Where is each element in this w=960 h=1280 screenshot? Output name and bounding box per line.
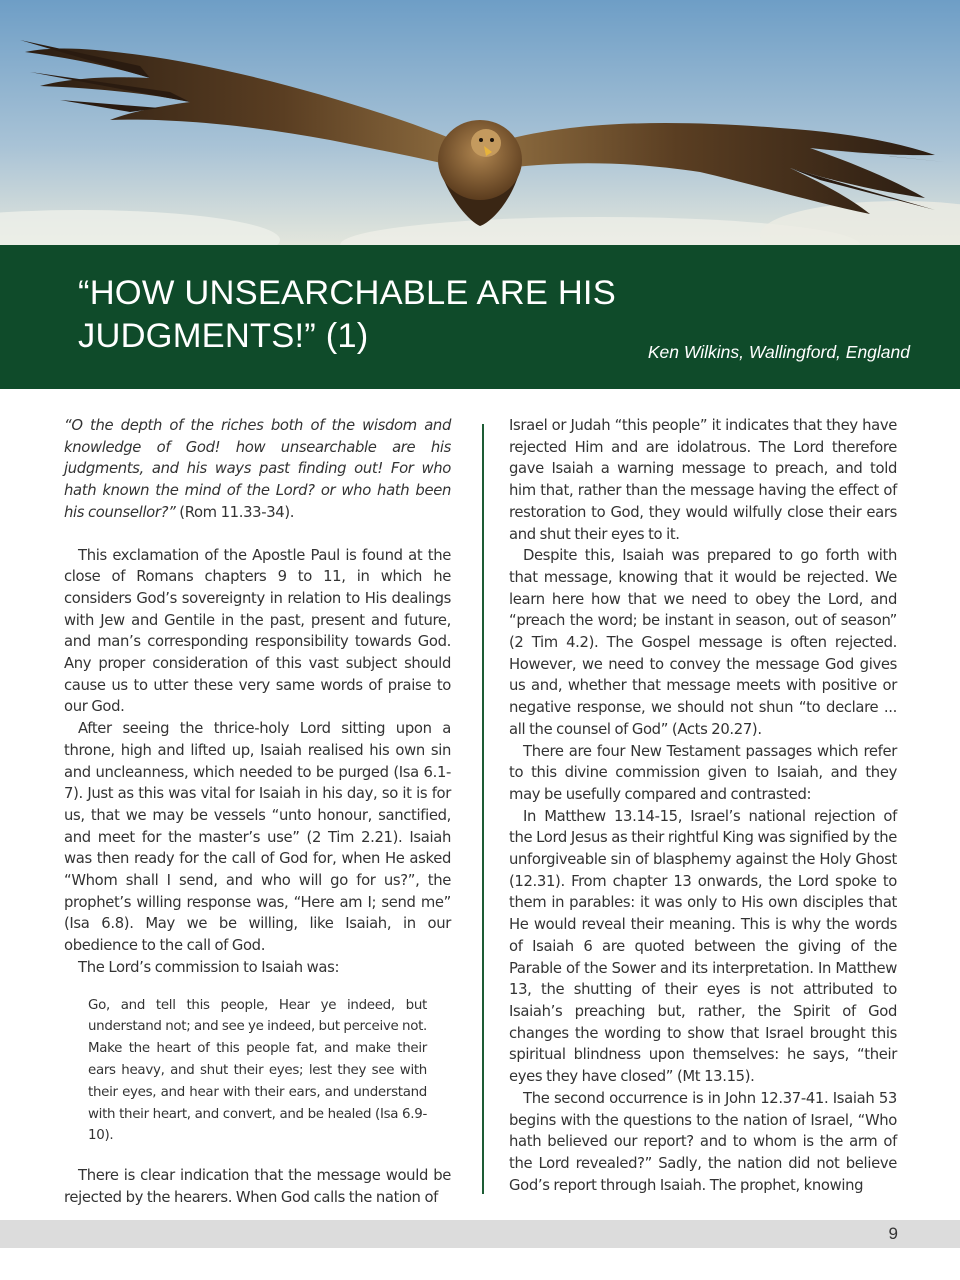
page-number: 9 bbox=[888, 1224, 898, 1243]
paragraph: The second occurrence is in John 12.37-41. Isaiah 53 begins with the questions to the nation of Israel, “Who hath believed our report? and to whom is the arm of the Lord revealed?” Sadly, the nation did not believe God’s report through Isaiah. The prophet, knowing bbox=[509, 1089, 897, 1194]
article-author: Ken Wilkins, Wallingford, England bbox=[647, 342, 910, 362]
block-quote: Go, and tell this people, Hear ye indeed, but understand not; and see ye indeed, but perceive not. Make the heart of this people fat, and make their ears heavy, and shut their eyes; lest they see with their eyes, and hear with their ears, and understand with their heart, and convert, and be healed (Isa 6.9-10). bbox=[88, 997, 427, 1144]
footer-bar bbox=[0, 1220, 960, 1248]
paragraph: In Matthew 13.14-15, Israel’s national rejection of the Lord Jesus as their rightful King was signified by the unforgiveable sin of blasphemy against the Holy Ghost (12.31). From chapter 13 onwards, the Lord spoke to them in parables: it was only to His own disciples that He would reveal their meaning. This is why the words of Isaiah 6 are quoted between the giving of the Parable of the Sower and its interpretation. In Matthew 13, the shutting of their eyes is not attributed to Isaiah’s preaching but, rather, the Spirit of God changes the wording to show that Israel brought this spiritual blindness upon themselves: he says, “their eyes they have closed” (Mt 13.15). bbox=[509, 807, 897, 1086]
left-column bbox=[64, 415, 451, 1209]
column-divider bbox=[482, 424, 484, 1194]
paragraph: After seeing the thrice-holy Lord sitting upon a throne, high and lifted up, Isaiah realised his own sin and uncleanness, which needed to be purged (Isa 6.1-7). Just as this was vital for Isaiah in his day, so it is for us, that we may be vessels “unto honour, sanctified, and meet for the master’s use” (2 Tim 2.21). Isaiah was then ready for the call of God for, when He asked “Whom shall I send, and who will go for us?”, the prophet’s willing response was, “Here am I; send me” (Isa 6.8). May we be willing, like Isaiah, in our obedience to the call of God. bbox=[64, 720, 451, 955]
epigraph-reference: (Rom 11.33-34). bbox=[175, 503, 295, 521]
right-column bbox=[509, 415, 897, 1196]
article-title: “HOW UNSEARCHABLE ARE HIS JUDGMENTS!” (1) bbox=[78, 274, 616, 355]
paragraph: There is clear indication that the message would be rejected by the hearers. When God calls the nation of bbox=[64, 1167, 451, 1206]
paragraph-gap bbox=[64, 524, 451, 545]
eagle-illustration bbox=[0, 0, 960, 245]
paragraph: This exclamation of the Apostle Paul is found at the close of Romans chapters 9 to 11, in which he considers God’s sovereignty in relation to His dealings with Jew and Gentile in the past, present and future, and man’s corresponding responsibility towards God. Any proper consideration of this vast subject should cause us to utter these very same words of praise to our God. bbox=[64, 546, 451, 716]
hero-image bbox=[0, 0, 960, 245]
epigraph bbox=[64, 415, 451, 524]
paragraph: Despite this, Isaiah was prepared to go forth with that message, knowing that it would be rejected. We learn here how that we need to obey the Lord, and “preach the word; be instant in season, out of season” (2 Tim 4.2). The Gospel message is often rejected. However, we need to convey the message God gives us and, whether that message meets with positive or negative response, we should not shun “to declare ... all the counsel of God” (Acts 20.27). bbox=[509, 547, 897, 738]
paragraph: The Lord’s commission to Isaiah was: bbox=[78, 958, 340, 976]
epigraph-text: “O the depth of the riches both of the wisdom and knowledge of God! how unsearchable are his judgments, and his ways past finding out! For who hath known the mind of the Lord? or who hath been his counsellor?” bbox=[64, 417, 451, 521]
paragraph: Israel or Judah “this people” it indicates that they have rejected Him and are idolatrous. The Lord therefore gave Isaiah a warning message to preach, and told him that, rather than the message having the effect of restoration to God, they would wilfully close their ears and shut their eyes to it. bbox=[509, 417, 897, 543]
paragraph: There are four New Testament passages which refer to this divine commission given to Isaiah, and they may be usefully compared and contrasted: bbox=[509, 742, 897, 803]
